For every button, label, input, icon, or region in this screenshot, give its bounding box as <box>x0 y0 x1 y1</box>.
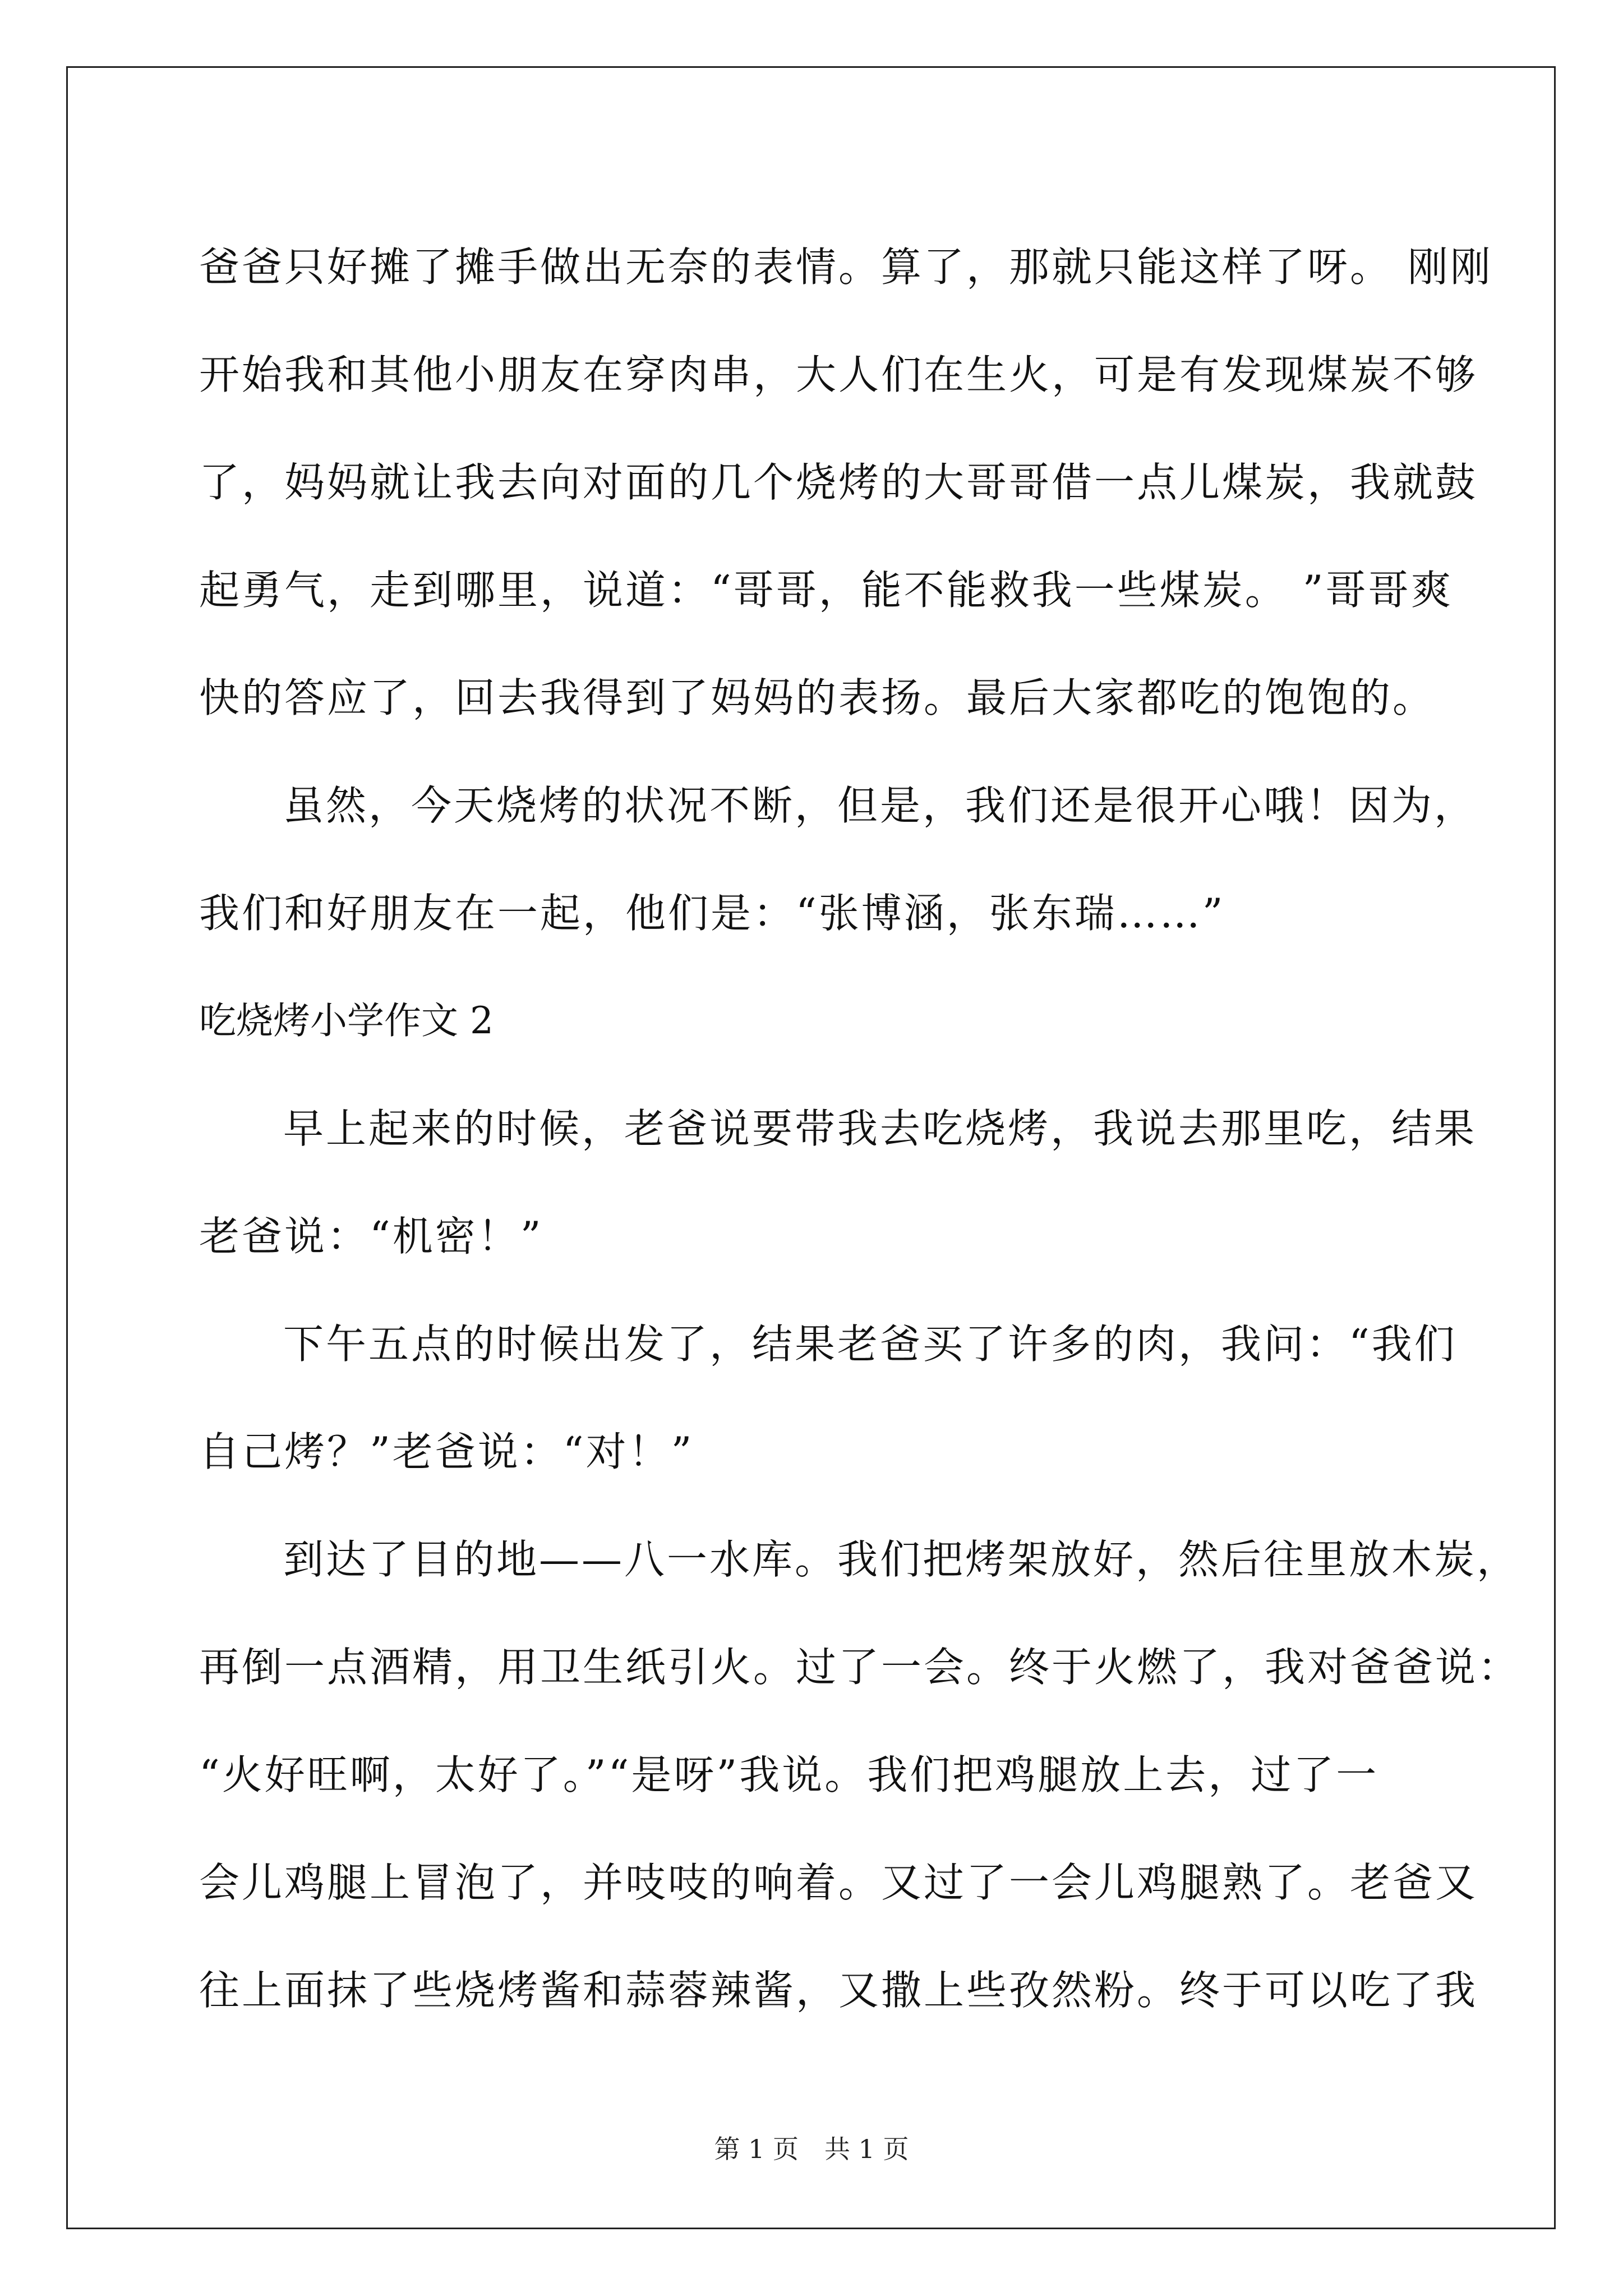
text-line: 到达了目的地——八一水库。我们把烤架放好，然后往里放木炭， <box>283 1536 1520 1583</box>
text-line: 爸爸只好摊了摊手做出无奈的表情。算了，那就只能这样了呀。 刚刚 <box>199 243 1493 291</box>
text-line: 起勇气，走到哪里，说道：“哥哥，能不能救我一些煤炭。 ”哥哥爽 <box>199 567 1454 614</box>
text-line: 老爸说：“机密！” <box>199 1213 543 1260</box>
text-line: 会儿鸡腿上冒泡了，并吱吱的响着。又过了一会儿鸡腿熟了。老爸又 <box>199 1859 1478 1906</box>
text-line: 我们和好朋友在一起，他们是：“张博涵，张东瑞……” <box>199 890 1225 937</box>
text-line: 快的答应了，回去我得到了妈妈的表扬。最后大家都吃的饱饱的。 <box>199 674 1436 721</box>
text-line: 开始我和其他小朋友在穿肉串，大人们在生火，可是有发现煤炭不够 <box>199 351 1478 398</box>
text-line: 自己烤？”老爸说：“对！” <box>199 1428 694 1475</box>
text-line: “火好旺啊，太好了。”“是呀”我说。我们把鸡腿放上去，过了一 <box>199 1751 1379 1798</box>
document-body <box>199 213 1521 2044</box>
text-line: 下午五点的时候出发了，结果老爸买了许多的肉，我问：“我们 <box>283 1320 1457 1368</box>
page-number-footer: 第 1 页 共 1 页 <box>714 2134 909 2164</box>
text-line: 了，妈妈就让我去向对面的几个烧烤的大哥哥借一点儿煤炭，我就鼓 <box>199 459 1478 506</box>
text-line: 虽然，今天烧烤的状况不断，但是，我们还是很开心哦！因为， <box>283 782 1477 829</box>
text-line: 早上起来的时候，老爸说要带我去吃烧烤，我说去那里吃，结果 <box>283 1105 1477 1152</box>
section-heading: 吃烧烤小学作文 2 <box>199 999 494 1042</box>
text-line: 往上面抹了些烧烤酱和蒜蓉辣酱，又撒上些孜然粉。终于可以吃了我 <box>199 1967 1478 2014</box>
text-line: 再倒一点酒精，用卫生纸引火。过了一会。终于火燃了，我对爸爸说： <box>199 1644 1521 1691</box>
